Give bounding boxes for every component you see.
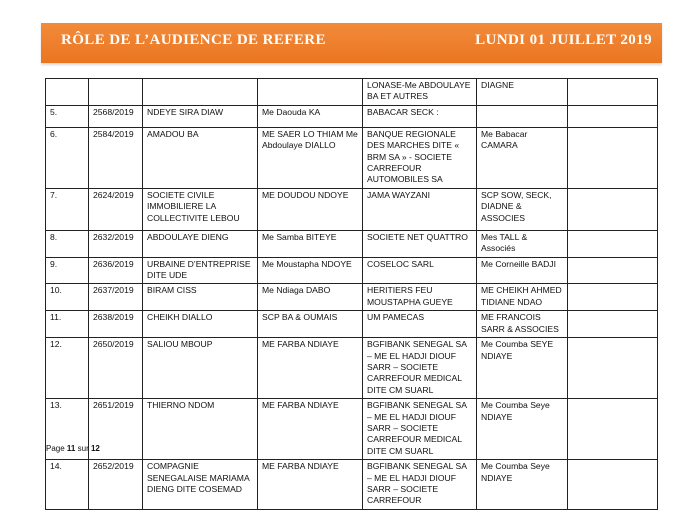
cell-ref (89, 79, 143, 106)
cell-counsel: ME FRANCOIS SARR & ASSOCIES (477, 311, 568, 338)
cell-num: 7. (46, 188, 89, 230)
cell-ref: 2637/2019 (89, 284, 143, 311)
cell-opponent: JAMA WAYZANI (363, 188, 477, 230)
cell-opponent: BANQUE REGIONALE DES MARCHES DITE « BRM SA » - SOCIETE CARREFOUR AUTOMOBILES SA (363, 127, 477, 188)
cell-extra (568, 311, 658, 338)
cell-ref: 2638/2019 (89, 311, 143, 338)
cell-party: NDEYE SIRA DIAW (143, 105, 258, 127)
cell-lawyer: ME FARBA NDIAYE (258, 460, 363, 510)
cell-opponent: SOCIETE NET QUATTRO (363, 230, 477, 257)
cell-party: ABDOULAYE DIENG (143, 230, 258, 257)
cell-lawyer: Me Daouda KA (258, 105, 363, 127)
cell-num: 11. (46, 311, 89, 338)
cell-extra (568, 105, 658, 127)
page-footer (46, 444, 100, 453)
cell-lawyer: ME FARBA NDIAYE (258, 399, 363, 460)
cell-lawyer: ME SAER LO THIAM Me Abdoulaye DIALLO (258, 127, 363, 188)
cell-party: COMPAGNIE SENEGALAISE MARIAMA DIENG DITE COSEMAD (143, 460, 258, 510)
cell-party: URBAINE D’ENTREPRISE DITE UDE (143, 257, 258, 284)
cell-ref: 2650/2019 (89, 338, 143, 399)
cell-num: 6. (46, 127, 89, 188)
page-title: RÔLE DE L’AUDIENCE DE REFERE (61, 32, 326, 48)
cell-counsel: Me Coumba Seye NDIAYE (477, 460, 568, 510)
cell-ref: 2652/2019 (89, 460, 143, 510)
cell-extra (568, 79, 658, 106)
footer-sep: sur (77, 444, 89, 453)
table-row (46, 311, 658, 338)
cell-counsel: SCP SOW, SECK, DIADNE & ASSOCIES (477, 188, 568, 230)
table-row (46, 127, 658, 188)
cell-lawyer: ME FARBA NDIAYE (258, 338, 363, 399)
cell-ref: 2624/2019 (89, 188, 143, 230)
cell-counsel: ME CHEIKH AHMED TIDIANE NDAO (477, 284, 568, 311)
cell-counsel: Me Coumba Seye NDIAYE (477, 399, 568, 460)
cell-counsel: Me Babacar CAMARA (477, 127, 568, 188)
cell-lawyer: ME DOUDOU NDOYE (258, 188, 363, 230)
cell-extra (568, 127, 658, 188)
cell-ref: 2636/2019 (89, 257, 143, 284)
cell-party: SOCIETE CIVILE IMMOBILIERE LA COLLECTIVITE LEBOU (143, 188, 258, 230)
cell-opponent: BGFIBANK SENEGAL SA – ME EL HADJI DIOUF SARR – SOCIETE CARREFOUR MEDICAL DITE CM SUARL (363, 338, 477, 399)
table-row (46, 399, 658, 460)
page-header-bar (41, 23, 662, 63)
cell-num: 14. (46, 460, 89, 510)
cell-lawyer (258, 79, 363, 106)
cell-opponent: HERITIERS FEU MOUSTAPHA GUEYE (363, 284, 477, 311)
table-row (46, 105, 658, 127)
cell-lawyer: Me Moustapha NDOYE (258, 257, 363, 284)
cell-party: BIRAM CISS (143, 284, 258, 311)
cell-counsel: Mes TALL & Associés (477, 230, 568, 257)
cell-extra (568, 188, 658, 230)
table-row (46, 284, 658, 311)
cell-num: 5. (46, 105, 89, 127)
footer-page-label: Page (46, 444, 65, 453)
hearing-roll-table (45, 78, 658, 510)
footer-current-page: 11 (66, 444, 76, 453)
cell-lawyer: SCP BA & OUMAIS (258, 311, 363, 338)
cell-ref: 2584/2019 (89, 127, 143, 188)
cell-opponent: BGFIBANK SENEGAL SA – ME EL HADJI DIOUF SARR – SOCIETE CARREFOUR MEDICAL DITE CM SUARL (363, 399, 477, 460)
cell-ref: 2568/2019 (89, 105, 143, 127)
cell-extra (568, 460, 658, 510)
cell-ref: 2651/2019 (89, 399, 143, 460)
cell-opponent: LONASE-Me ABDOULAYE BA ET AUTRES (363, 79, 477, 106)
cell-num: 13. (46, 399, 89, 460)
table-row (46, 230, 658, 257)
cell-ref: 2632/2019 (89, 230, 143, 257)
cell-num: 12. (46, 338, 89, 399)
cell-counsel: Me Coumba SEYE NDIAYE (477, 338, 568, 399)
cell-counsel (477, 105, 568, 127)
cell-num: 9. (46, 257, 89, 284)
cell-opponent: BGFIBANK SENEGAL SA – ME EL HADJI DIOUF SARR – SOCIETE CARREFOUR (363, 460, 477, 510)
cell-lawyer: Me Ndiaga DABO (258, 284, 363, 311)
table-row (46, 188, 658, 230)
cell-counsel: Me Corneille BADJI (477, 257, 568, 284)
cell-party (143, 79, 258, 106)
footer-total-pages: 12 (90, 444, 100, 453)
hearing-roll-body (46, 79, 658, 510)
cell-extra (568, 257, 658, 284)
table-row (46, 338, 658, 399)
cell-num: 8. (46, 230, 89, 257)
cell-party: CHEIKH DIALLO (143, 311, 258, 338)
cell-party: SALIOU MBOUP (143, 338, 258, 399)
cell-party: THIERNO NDOM (143, 399, 258, 460)
table-row (46, 460, 658, 510)
cell-extra (568, 399, 658, 460)
cell-opponent: UM PAMECAS (363, 311, 477, 338)
cell-lawyer: Me Samba BITEYE (258, 230, 363, 257)
hearing-date: LUNDI 01 JUILLET 2019 (475, 32, 652, 48)
cell-extra (568, 230, 658, 257)
cell-extra (568, 338, 658, 399)
cell-extra (568, 284, 658, 311)
cell-party: AMADOU BA (143, 127, 258, 188)
table-row (46, 79, 658, 106)
cell-opponent: BABACAR SECK : (363, 105, 477, 127)
table-row (46, 257, 658, 284)
cell-num: 10. (46, 284, 89, 311)
cell-counsel: DIAGNE (477, 79, 568, 106)
cell-opponent: COSELOC SARL (363, 257, 477, 284)
cell-num (46, 79, 89, 106)
